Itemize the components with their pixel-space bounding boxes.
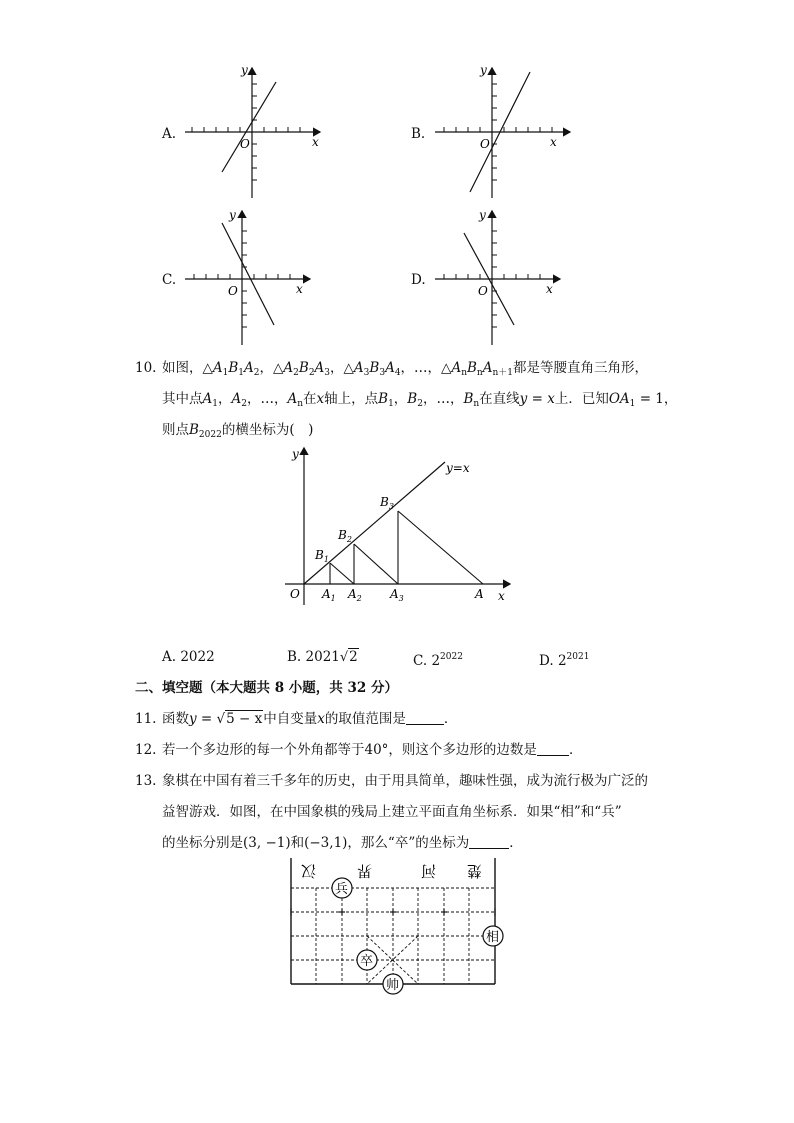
svg-text:y: y <box>479 208 486 222</box>
svg-text:帅: 帅 <box>386 978 400 993</box>
option-b-label[interactable]: B. <box>411 126 426 142</box>
q13-number: 13. <box>135 773 157 789</box>
q10-option-a[interactable]: A. 2022 <box>162 649 215 665</box>
svg-text:A: A <box>475 587 484 601</box>
piece-xiang <box>483 926 503 946</box>
svg-text:B2: $B_2$ <box>338 528 352 544</box>
svg-text:A2: $A_2$ <box>348 587 362 603</box>
q10-line3: 则点$B_{2022}$的横坐标为( ) <box>162 422 314 440</box>
q11-text: 函数y = √5 − x中自变量x的取值范围是 ． <box>162 711 458 727</box>
svg-text:楚: 楚 <box>466 862 482 880</box>
svg-text:汉: 汉 <box>300 862 316 880</box>
svg-text:y: y <box>241 63 248 77</box>
option-a-label[interactable]: A. <box>162 126 177 142</box>
svg-text:x: x <box>312 135 319 149</box>
svg-text:A1: $A_1$ <box>322 587 336 603</box>
svg-text:B3: $B_3$ <box>380 495 394 511</box>
svg-text:O: O <box>290 587 300 601</box>
q11-answer-blank[interactable] <box>406 710 444 725</box>
q12-text: 若一个多边形的每一个外角都等于40°，则这个多边形的边数是 ． <box>162 742 583 758</box>
q12-answer-blank[interactable] <box>537 741 569 756</box>
svg-text:x: x <box>296 282 303 296</box>
svg-text:y: y <box>480 63 487 77</box>
option-c-graph <box>180 205 330 350</box>
svg-text:x: x <box>546 282 553 296</box>
svg-text:y=x: y=x <box>446 461 470 475</box>
q10-line1: 如图，$\triangle A_1B_1A_2$，$\triangle A_2B_2A_3$，$\triangle A_3B_3A_4$，…，$\triangle A_nB_nA_{n+1}$都是等腰直角三角形， <box>162 360 648 378</box>
q13-line1: 象棋在中国有着三千多年的历史，由于用具简单，趣味性强，成为流行极为广泛的 <box>162 773 648 789</box>
svg-text:河: 河 <box>420 862 436 880</box>
q10-line2: 其中点$A_1$，$A_2$，…，$A_n$在x轴上，点$B_1$，$B_2$，…，$B_n$在直线y = x上．已知$OA_1 = 1$， <box>162 391 678 409</box>
svg-text:y: y <box>229 208 236 222</box>
chess-board <box>286 858 508 996</box>
option-d-label[interactable]: D. <box>411 272 426 288</box>
q13-line3: 的坐标分别是(3, −1)和(−3,1)，那么“卒”的坐标为 ． <box>162 835 523 851</box>
q10-option-c[interactable]: C. $2^{2022}$ <box>413 652 463 669</box>
svg-text:x: x <box>498 589 505 603</box>
q10-number: 10. <box>135 360 157 376</box>
q13-line2: 益智游戏．如图，在中国象棋的残局上建立平面直角坐标系．如果“相”和“兵” <box>162 804 622 820</box>
svg-text:相: 相 <box>486 930 500 945</box>
option-a-graph <box>180 60 330 200</box>
svg-text:B1: $B_1$ <box>315 548 329 564</box>
svg-text:界: 界 <box>356 862 372 880</box>
svg-text:卒: 卒 <box>360 954 374 969</box>
svg-text:O: O <box>228 284 238 298</box>
section-title: 二、填空题（本大题共 8 小题，共 32 分） <box>135 680 398 696</box>
svg-text:x: x <box>550 135 557 149</box>
svg-text:O: O <box>478 284 488 298</box>
q11-number: 11. <box>135 711 157 727</box>
svg-text:y: y <box>292 447 299 461</box>
option-b-graph <box>430 60 580 200</box>
piece-shuai <box>383 974 403 994</box>
q10-figure <box>280 440 520 610</box>
option-d-graph <box>430 205 580 350</box>
svg-text:A3: $A_3$ <box>390 587 404 603</box>
q12-number: 12. <box>135 742 157 758</box>
piece-zu <box>357 950 377 970</box>
svg-text:O: O <box>240 137 250 151</box>
q10-option-d[interactable]: D. $2^{2021}$ <box>539 652 590 669</box>
svg-text:兵: 兵 <box>335 882 349 897</box>
option-c-label[interactable]: C. <box>162 272 177 288</box>
q13-answer-blank[interactable] <box>469 834 509 849</box>
piece-bing <box>332 878 352 898</box>
q10-option-b[interactable]: B. 2021√2 <box>287 649 358 665</box>
svg-text:O: O <box>480 137 490 151</box>
